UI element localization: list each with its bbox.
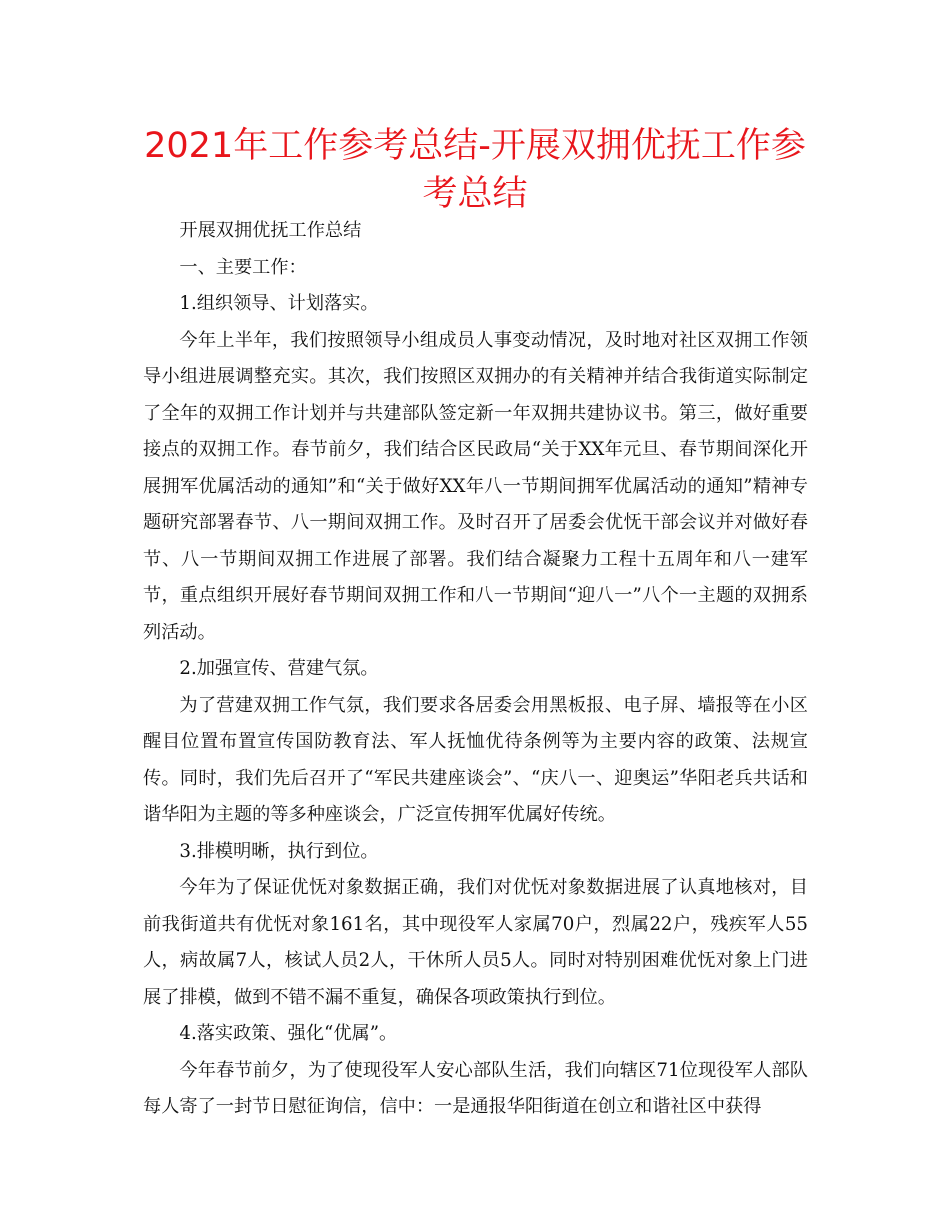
paragraph: 开展双拥优抚工作总结 [179,220,362,241]
paragraph: 1.组织领导、计划落实。 [179,293,379,314]
paragraph: 4.落实政策、强化“优属”。 [179,1023,398,1044]
paragraph: 2.加强宣传、营建气氛。 [179,658,379,679]
paragraph: 今年春节前夕，为了使现役军人安心部队生活，我们向辖区71位现役军人部队每人寄了一封节日慰征询信，信中：一是通报华阳街道在创立和谐社区中获得 [143,1059,808,1117]
paragraph: 一、主要工作： [179,256,307,278]
paragraph: 今年上半年，我们按照领导小组成员人事变动情况，及时地对社区双拥工作领导小组进展调整充实。其次，我们按照区双拥办的有关精神并结合我街道实际制定了全年的双拥工作计划并与共建部队签定新一年双拥共建协议书。第三，做好重要接点的双拥工作。春节前夕，我们结合区民政局“关于XX年元旦、春节期间深化开展拥军优属活动的通知”和“关于做好XX年八一节期间拥军优属活动的通知”精神专题研究部署春节、八一期间双拥工作。及时召开了居委会优怃干部会议并对做好春节、八一节期间双拥工作进展了部署。我们结合凝聚力工程十五周年和八一建军节，重点组织开展好春节期间双拥工作和八一节期间“迎八一”八个一主题的双拥系列活动。 [143,329,808,643]
paragraph: 为了营建双拥工作气氛，我们要求各居委会用黑板报、电子屏、墙报等在小区醒目位置布置宣传国防教育法、军人抚恤优待条例等为主要内容的政策、法规宣传。同时，我们先后召开了“军民共建座谈会”、“庆八一、迎奥运”华阳老兵共话和谐华阳为主题的等多种座谈会，广泛宣传拥军优属好传统。 [143,694,808,825]
paragraph: 今年为了保证优怃对象数据正确，我们对优怃对象数据进展了认真地核对，目前我街道共有优怃对象161名，其中现役军人家属70户，烈属22户，残疾军人55人，病故属7人，核试人员2人，干休所人员5人。同时对特别困难优怃对象上门进展了排模，做到不错不漏不重复，确保各项政策执行到位。 [143,877,808,1008]
document-title: 2021年工作参考总结-开展双拥优抚工作参考总结 [144,126,806,214]
paragraph: 3.排模明晰，执行到位。 [179,840,379,862]
document-body [143,213,808,1126]
